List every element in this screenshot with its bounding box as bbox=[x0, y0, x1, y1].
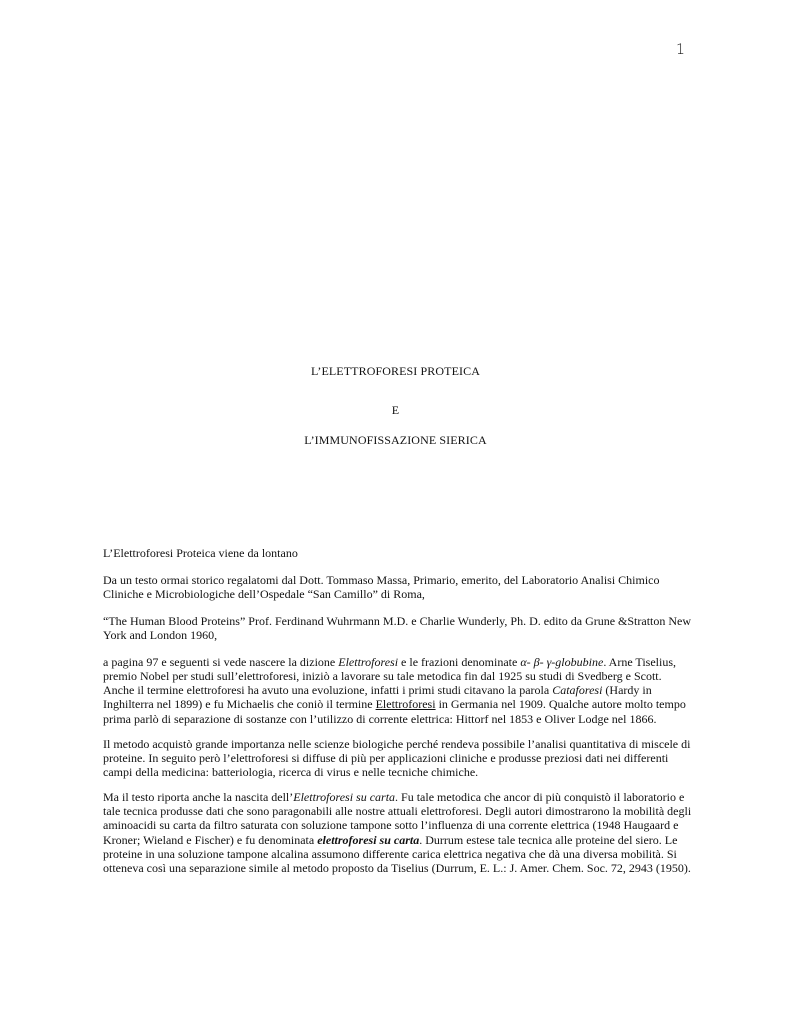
paragraph-history bbox=[103, 655, 693, 726]
paragraph-source-text: Da un testo ormai storico regalatomi dal Dott. Tommaso Massa, Primario, emerito, del Laboratorio Analisi Chimico Cliniche e Microbiologiche dell’Ospedale “San Camillo” di Roma, bbox=[103, 572, 660, 601]
paragraph-paper-text: . Fu tale metodica che ancor di più conquistò il laboratorio e tale tecnica produsse dati che sono paragonabili alle nostre attuali elettroforesi. Degli autori dimostrarono la mobilità degli aminoacidi su carta da filtro saturata con soluzione tampone sotto l’influenza di una corrente elettrica (1948 Haugaard e Kroner; Wieland e Fischer) e fu denominata bbox=[103, 790, 692, 847]
document-title-line-2: E bbox=[391, 403, 400, 417]
paragraph-history-text: (Hardy in Inghilterra nel 1899) e fu Michaelis che coniò il termine bbox=[103, 683, 652, 712]
italic-term-cataforesi: Cataforesi bbox=[552, 683, 603, 698]
paragraph-intro: L’Elettroforesi Proteica viene da lontano bbox=[103, 546, 298, 560]
underlined-term-elettroforesi: Elettroforesi bbox=[375, 697, 436, 712]
paragraph-paper-electrophoresis bbox=[103, 790, 693, 875]
paragraph-history-text: a pagina 97 e seguenti si vede nascere la dizione bbox=[103, 654, 339, 669]
italic-term-elettroforesi: Elettroforesi bbox=[338, 654, 399, 669]
paragraph-method: Il metodo acquistò grande importanza nelle scienze biologiche perché rendeva possibile l’analisi quantitativa di miscele di proteine. In seguito però l’elettroforesi si diffuse di più per applicazioni cliniche e produsse preziosi dati nei differenti campi della medicina: batteriologia, ricerca di virus e nelle tecniche chimiche. bbox=[103, 736, 691, 780]
document-title-line-1: L’ELETTROFORESI PROTEICA bbox=[311, 364, 480, 378]
italic-term-elettroforesi-su-carta: Elettroforesi su carta bbox=[293, 790, 396, 805]
page-number: 1 bbox=[676, 42, 685, 58]
paragraph-history-text: e le frazioni denominate bbox=[398, 654, 521, 669]
bold-italic-term-elettroforesi-su-carta: elettroforesi su carta bbox=[317, 832, 420, 847]
italic-term-globuline: α- β- γ-globubine bbox=[520, 654, 604, 669]
document-body bbox=[103, 546, 693, 886]
document-title-line-3: L’IMMUNOFISSAZIONE SIERICA bbox=[304, 433, 487, 447]
paragraph-book-reference: “The Human Blood Proteins” Prof. Ferdinand Wuhrmann M.D. e Charlie Wunderly, Ph. D. edito da Grune &Stratton New York and London 1960, bbox=[103, 613, 692, 642]
paragraph-history-text: in Germania nel 1909. Qualche autore molto tempo prima parlò di separazione di sostanze con l’utilizzo di corrente elettrica: Hittorf nel 1853 e Oliver Lodge nel 1866. bbox=[103, 697, 686, 726]
paragraph-paper-text: Ma il testo riporta anche la nascita dell’ bbox=[103, 790, 294, 805]
paragraph-history-text: . Arne Tiselius, premio Nobel per studi sull’elettroforesi, iniziò a lavorare su tale metodica fin dal 1925 su studi di Svedberg e Scott. Anche il termine elettroforesi ha avuto una evoluzione, infatti i primi studi citavano la parola bbox=[103, 654, 676, 698]
paragraph-paper-text: . Durrum estese tale tecnica alle proteine del siero. Le proteine in una soluzione tampone alcalina assumono differente carica elettrica negativa che dà una diversa mobilità. Si otteneva così una separazione simile al metodo proposto da Tiselius (Durrum, E. L.: J. Amer. Chem. Soc. 72, 2943 (1950). bbox=[103, 832, 691, 876]
